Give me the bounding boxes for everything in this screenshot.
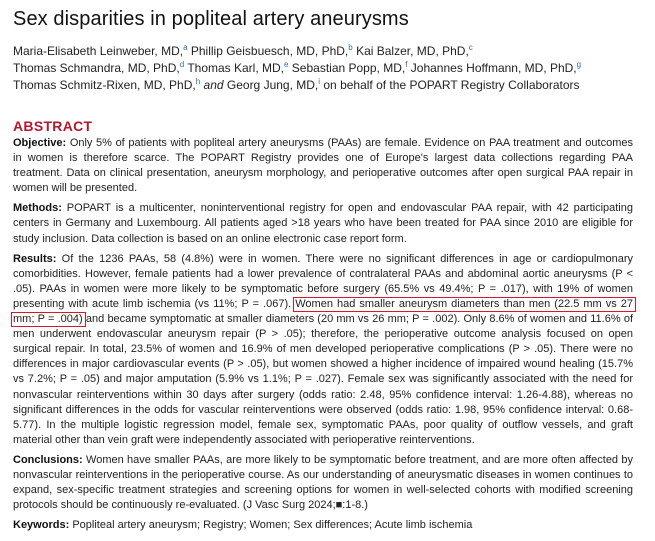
author-line-1 [13,43,651,60]
author-name[interactable]: Maria-Elisabeth Leinweber, MD, [13,44,184,58]
highlighted-finding: Women had smaller aneurysm diameters than men (22.5 mm vs 27 mm; P = .004) [13,297,633,326]
results-label: Results: [13,252,57,265]
author-name[interactable]: Kai Balzer, MD, PhD, [356,44,469,58]
author-name[interactable]: Sebastian Popp, MD, [291,61,406,75]
keywords-label: Keywords: [13,519,70,532]
objective-label: Objective: [13,137,67,149]
keywords-text: Popliteal artery aneurysm; Registry; Women; Sex differences; Acute limb ischemia [72,519,473,532]
collaborators-note: on behalf of the POPART Registry Collaborators [320,78,580,92]
article-title: Sex disparities in popliteal artery aneurysms [13,8,409,30]
author-name[interactable]: Thomas Karl, MD, [187,61,284,75]
methods-text: POPART is a multicenter, noninterventional registry for open and endovascular PAA repair, with 42 participating centers in Germany and Luxembourg. All patients aged >18 years who have been treated for PAA since 2010 are eligible for study inclusion. Data collection is based on an online electronic case report form. [13,202,633,245]
affiliation-marker[interactable]: h [195,77,201,86]
results-text-continued: and became symptomatic at smaller diameters (20 mm vs 26 mm; P = .002). Only 8.6% of women and 11.6% of men underwent endovascular aneurysm repair (P > .05); therefore, the perioperative outcome analysis focused on open surgical repair. In total, 23.5% of women and 16.9% of men developed perioperative complications (P > .05). There were no differences in major cardiovascular events (P > .05), but women showed a higher incidence of impaired wound healing (15.7% vs 7.2%; P = .05) and major amputation (5.9% vs 1.1%; P = .027). Female sex was significantly associated with the need for nonvascular reinterventions within 30 days after surgery (odds ratio: 2.48, 95% confidence interval: 1.26-4.88), whereas no significant differences in the odds for vascular reinterventions were observed (odds ratio: 1.98, 95% confidence interval: 0.68-5.77). In the multiple logistic regression model, female sex, symptomatic PAAs, poor quality of outflow vessels, and graft material other than vein graft were independently associated with perioperative reinterventions. [13,313,633,446]
affiliation-marker[interactable]: i [318,77,321,86]
affiliation-marker[interactable]: a [183,43,188,52]
author-name[interactable]: Phillip Geisbuesch, MD, PhD, [190,44,349,58]
author-name[interactable]: Georg Jung, MD, [223,78,319,92]
affiliation-marker[interactable]: g [576,60,582,69]
abstract-heading: ABSTRACT [13,118,93,134]
author-conjunction: and [203,78,224,92]
affiliation-marker[interactable]: f [405,60,408,69]
author-name[interactable]: Johannes Hoffmann, MD, PhD, [410,61,577,75]
abstract-body [13,136,633,538]
results-text: Of the 1236 PAAs, 58 (4.8%) were in women. There were no significant differences in age or cardiopulmonary comorbidities. However, female patients had a lower prevalence of contralateral PAAs and abdominal aortic aneurysms (P < .05). PAAs in women were more likely to be symptomatic before surgery (65.5% vs 49.4%; P = .017), with 19% of women presenting with acute limb ischemia (vs 11%; P = .067). [13,252,633,310]
objective-paragraph [13,136,633,196]
author-line-2 [13,60,651,77]
affiliation-marker[interactable]: d [179,60,185,69]
affiliation-marker[interactable]: c [468,43,473,52]
methods-paragraph [13,201,633,246]
conclusions-label: Conclusions: [13,453,83,466]
methods-label: Methods: [13,202,62,215]
author-name[interactable]: Thomas Schmandra, MD, PhD, [13,61,180,75]
keywords-paragraph [13,518,633,533]
objective-text: Only 5% of patients with popliteal artery aneurysms (PAAs) are female. Evidence on PAA treatment and outcomes in women is therefore scarce. The POPART Registry provides one of Europe's largest data collections regarding PAA treatment. Data on clinical presentation, aneurysm morphology, and perioperative outcomes after open surgical PAA repair in women will be presented. [13,137,633,195]
author-list [13,43,651,94]
author-name[interactable]: Thomas Schmitz-Rixen, MD, PhD, [13,78,196,92]
conclusions-text: Women have smaller PAAs, are more likely to be symptomatic before treatment, and are more often affected by nonvascular reinterventions in the perioperative course. As our understanding of aneurysmatic diseases in women continues to expand, sex-specific treatment strategies and screening options for women in well-selected cohorts with modified screening protocols should be continuously re-evaluated. (J Vasc Surg 2024;■:1-8.) [13,453,634,512]
affiliation-marker[interactable]: b [348,43,353,52]
results-paragraph [13,252,633,448]
affiliation-marker[interactable]: e [284,60,289,69]
author-line-3 [13,77,651,94]
conclusions-paragraph [13,453,633,513]
